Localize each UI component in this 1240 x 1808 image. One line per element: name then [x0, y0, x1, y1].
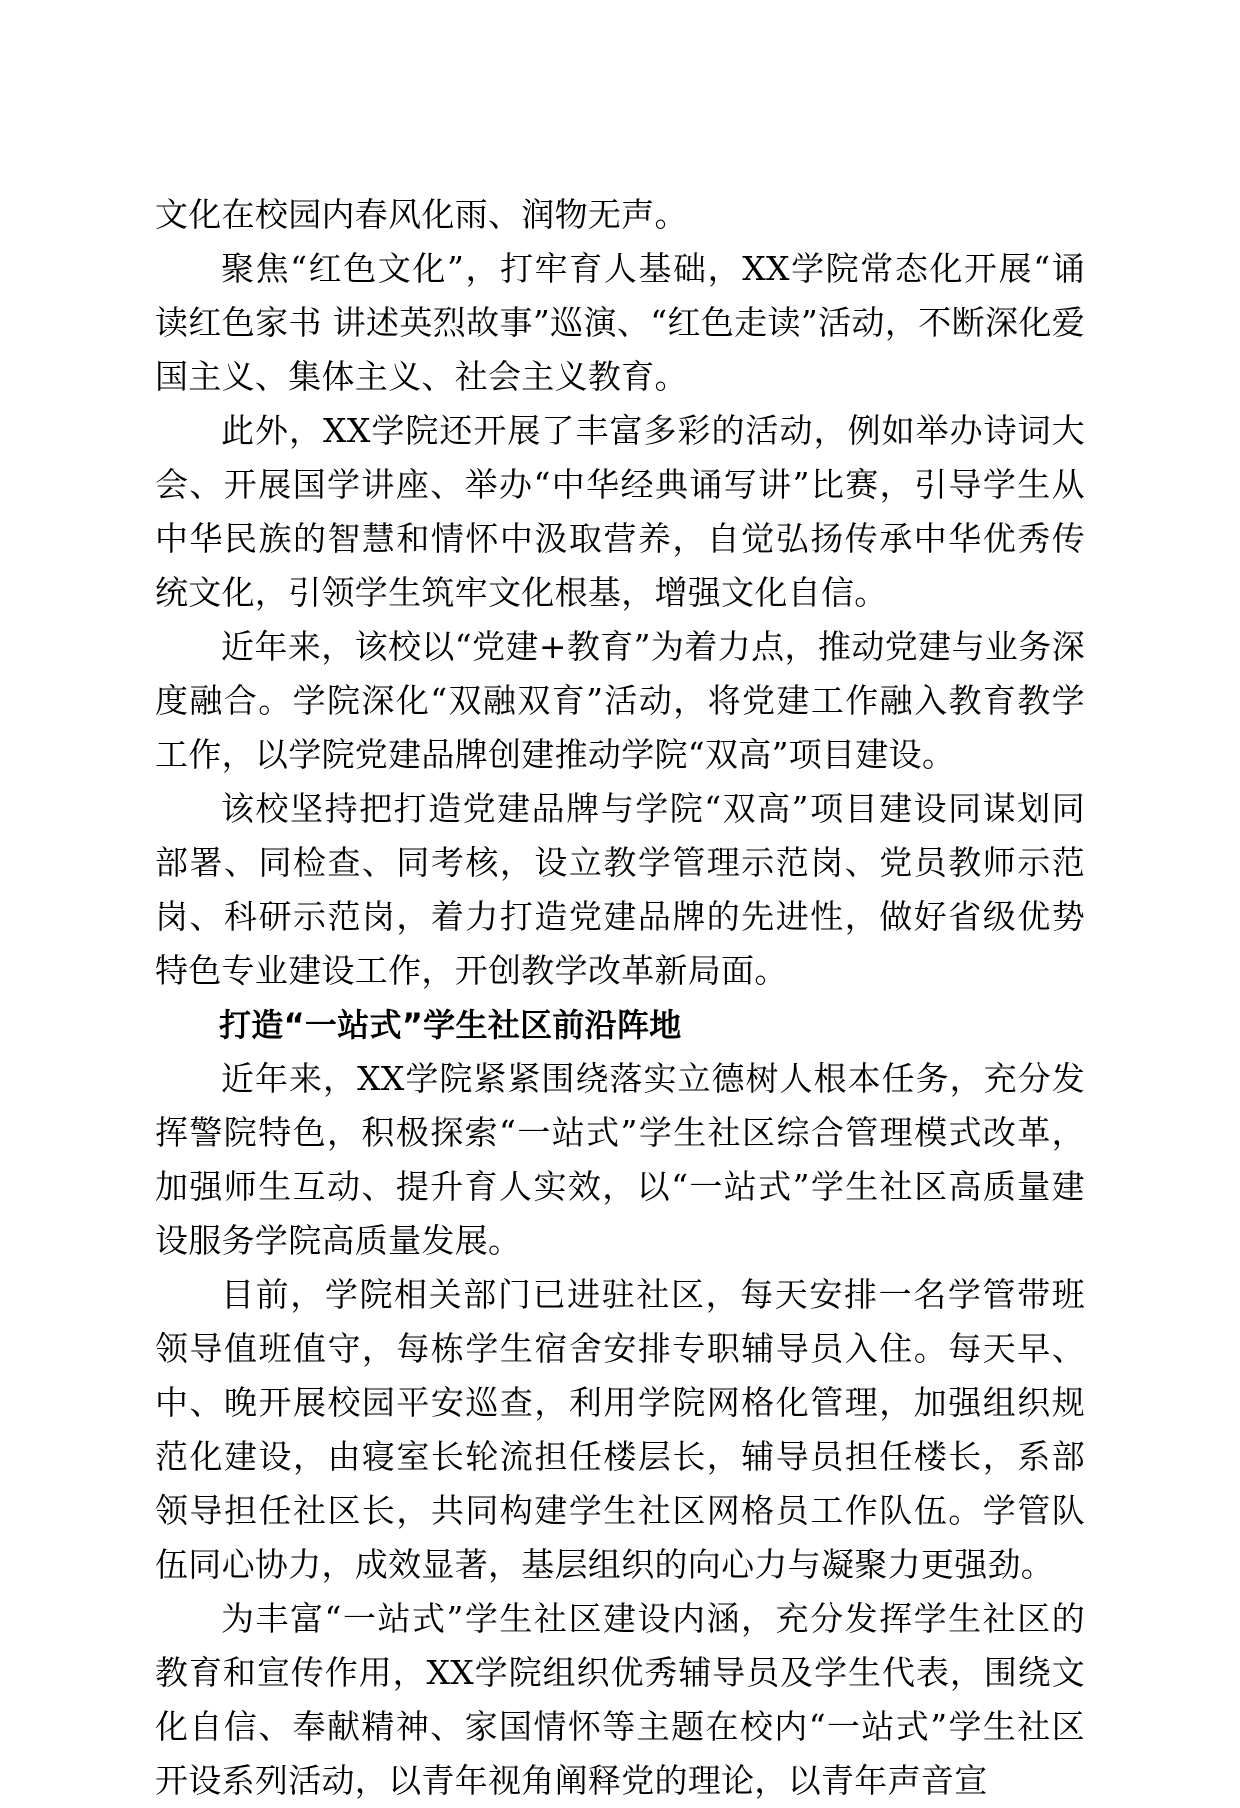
- paragraph-party-building: 近年来，该校以“党建+教育”为着力点，推动党建与业务深度融合。学院深化“双融双育”活动，将党建工作融入教育教学工作，以学院党建品牌创建推动学院“双高”项目建设。: [155, 627, 1085, 774]
- paragraph-student-community: 近年来，XX学院紧紧围绕落实立德树人根本任务，充分发挥警院特色，积极探索“一站式”学生社区综合管理模式改革，加强师生互动、提升育人实效，以“一站式”学生社区高质量建设服务学院高质量发展。: [155, 1059, 1085, 1260]
- paragraph-red-culture: 聚焦“红色文化”，打牢育人基础，XX学院常态化开展“诵读红色家书 讲述英烈故事”巡演、“红色走读”活动，不断深化爱国主义、集体主义、社会主义教育。: [155, 249, 1085, 396]
- section-heading: 打造“一站式”学生社区前沿阵地: [219, 1006, 682, 1044]
- paragraph-management: 目前，学院相关部门已进驻社区，每天安排一名学管带班领导值班值守，每栋学生宿舍安排专职辅导员入住。每天早、中、晚开展校园平安巡查，利用学院网格化管理，加强组织规范化建设，由寝室长轮流担任楼层长，辅导员担任楼长，系部领导担任社区长，共同构建学生社区网格员工作队伍。学管队伍同心协力，成效显著，基层组织的向心力与凝聚力更强劲。: [155, 1275, 1085, 1584]
- document-body: [155, 188, 1085, 1808]
- paragraph-enrichment: 为丰富“一站式”学生社区建设内涵，充分发挥学生社区的教育和宣传作用，XX学院组织优秀辅导员及学生代表，围绕文化自信、奉献精神、家国情怀等主题在校内“一站式”学生社区开设系列活动，以青年视角阐释党的理论，以青年声音宣: [155, 1599, 1085, 1800]
- paragraph-continuation: 文化在校园内春风化雨、润物无声。: [155, 195, 688, 234]
- paragraph-activities: 此外，XX学院还开展了丰富多彩的活动，例如举办诗词大会、开展国学讲座、举办“中华经典诵写讲”比赛，引导学生从中华民族的智慧和情怀中汲取营养，自觉弘扬传承中华优秀传统文化，引领学生筑牢文化根基，增强文化自信。: [155, 411, 1085, 612]
- paragraph-party-brand: 该校坚持把打造党建品牌与学院“双高”项目建设同谋划同部署、同检查、同考核，设立教学管理示范岗、党员教师示范岗、科研示范岗，着力打造党建品牌的先进性，做好省级优势特色专业建设工作，开创教学改革新局面。: [155, 789, 1085, 990]
